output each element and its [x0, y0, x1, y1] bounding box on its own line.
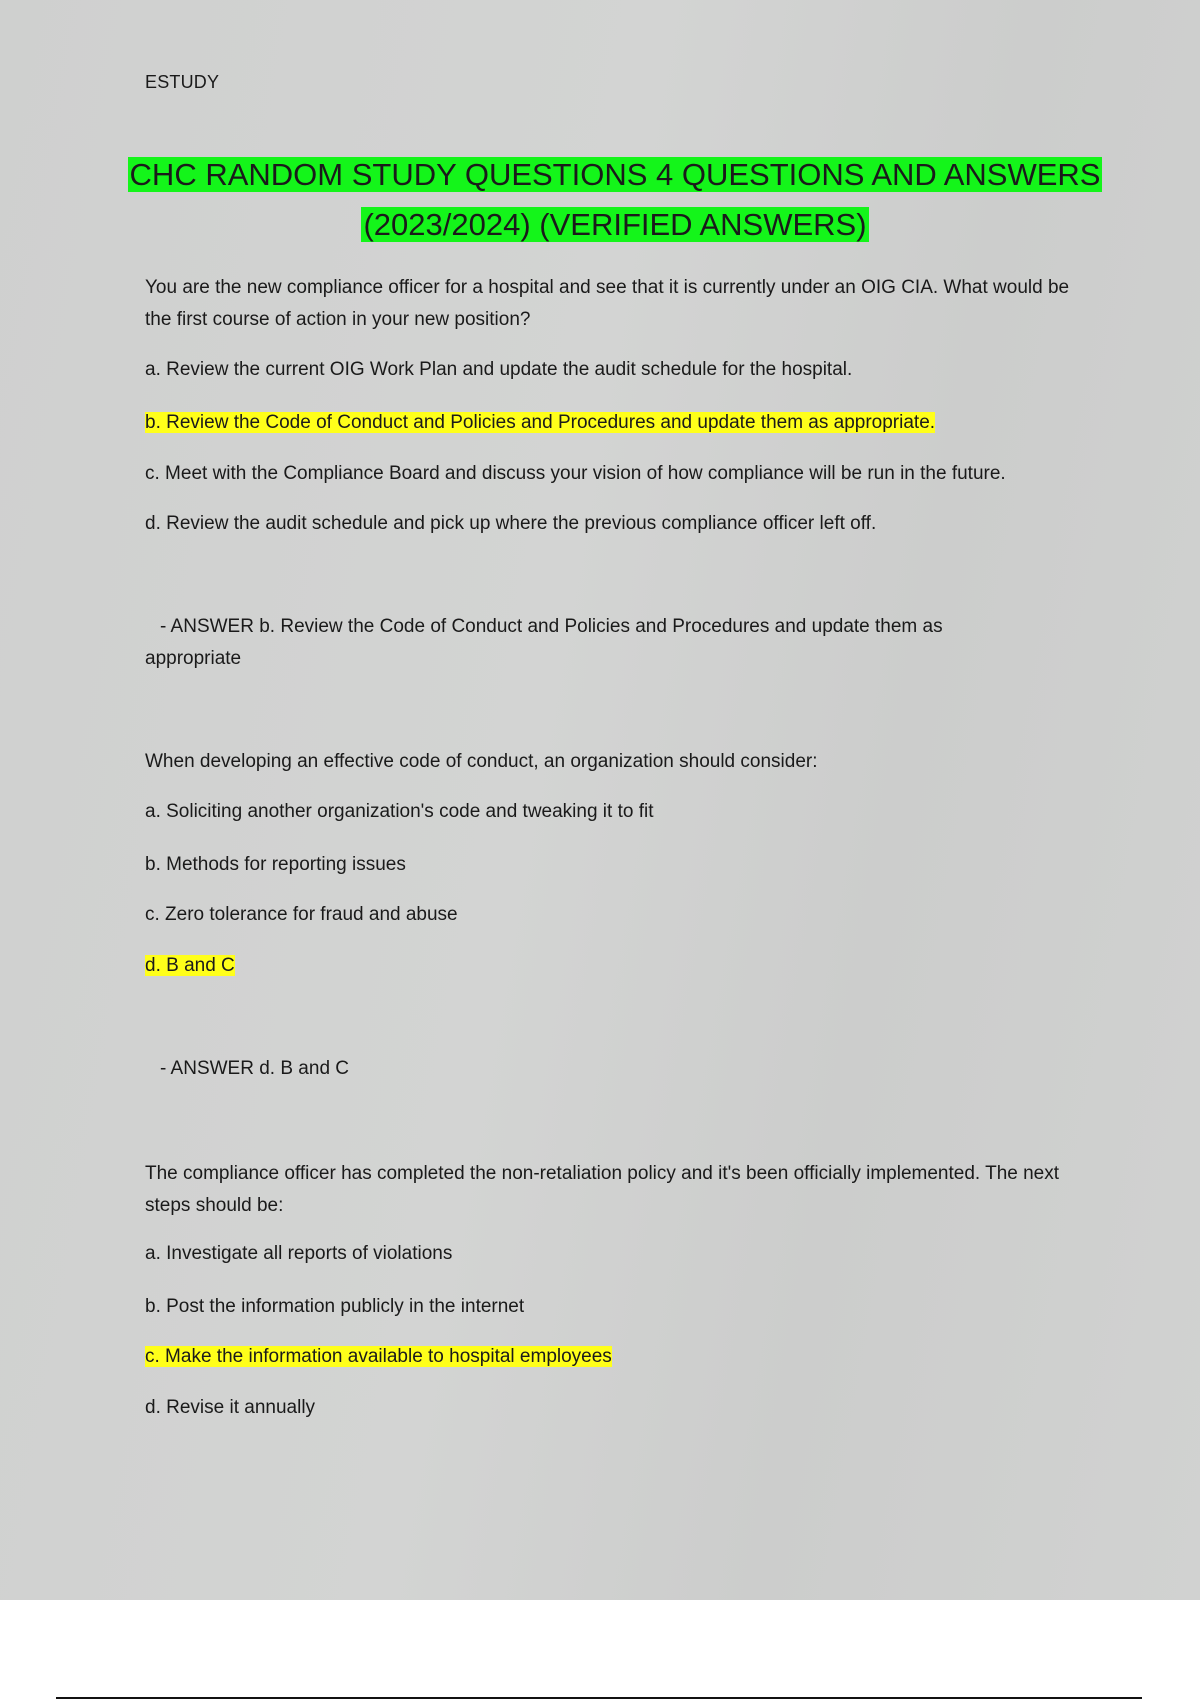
- question-1-text: You are the new compliance officer for a hospital and see that it is currently under an OIG CIA. What would be the first course of action in your new position?: [145, 277, 1070, 330]
- question-2-option-b: b. Methods for reporting issues: [145, 854, 406, 875]
- question-3-option-b: b. Post the information publicly in the internet: [145, 1296, 525, 1317]
- highlighted-answer: c. Make the information available to hospital employees: [145, 1346, 612, 1367]
- question-1-answer: - ANSWER b. Review the Code of Conduct and Policies and Procedures and update them as appropriate: [145, 616, 943, 669]
- question-2-answer: - ANSWER d. B and C: [160, 1058, 350, 1079]
- question-3-option-c: [145, 1341, 612, 1373]
- highlighted-answer: b. Review the Code of Conduct and Policies and Procedures and update them as appropriate.: [145, 412, 936, 433]
- page-bottom-rule: [56, 1697, 1142, 1699]
- question-2-option-d: [145, 950, 235, 982]
- question-3-option-d: d. Revise it annually: [145, 1397, 316, 1418]
- header-label: ESTUDY: [145, 72, 220, 92]
- question-1-option-b: [145, 407, 935, 439]
- question-1-option-d: d. Review the audit schedule and pick up where the previous compliance officer left off.: [145, 513, 877, 534]
- question-2-option-a: a. Soliciting another organization's code and tweaking it to fit: [145, 801, 654, 822]
- question-2-text: When developing an effective code of conduct, an organization should consider:: [145, 751, 818, 772]
- title-line-2: (2023/2024) (VERIFIED ANSWERS): [363, 207, 867, 242]
- question-3-option-a: a. Investigate all reports of violations: [145, 1243, 453, 1264]
- title-line-1: CHC RANDOM STUDY QUESTIONS 4 QUESTIONS AND ANSWERS: [129, 157, 1101, 192]
- question-2-option-c: c. Zero tolerance for fraud and abuse: [145, 904, 458, 925]
- question-1-option-c: c. Meet with the Compliance Board and discuss your vision of how compliance will be run in the future.: [145, 463, 1006, 484]
- question-1-option-a: a. Review the current OIG Work Plan and update the audit schedule for the hospital.: [145, 359, 853, 380]
- document-title: [120, 150, 1110, 250]
- question-3-text: The compliance officer has completed the non-retaliation policy and it's been officially implemented. The next steps should be:: [145, 1163, 1060, 1216]
- highlighted-answer: d. B and C: [145, 955, 235, 976]
